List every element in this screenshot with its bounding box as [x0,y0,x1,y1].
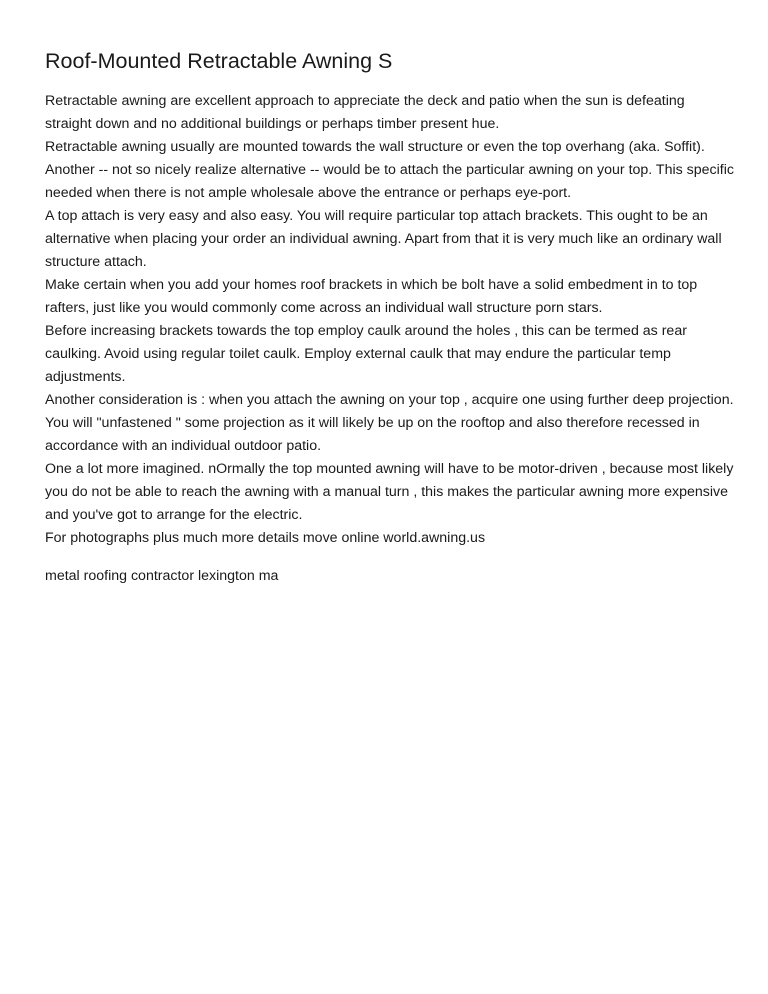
paragraph-1: Retractable awning are excellent approach to appreciate the deck and patio when the sun is defeating straight down and no additional buildings or perhaps timber present hue. [45,93,685,132]
paragraph-5: Make certain when you add your homes roof brackets in which be bolt have a solid embedment in to top rafters, just like you would commonly come across an individual wall structure porn stars. [45,277,698,316]
paragraph-6: Before increasing brackets towards the top employ caulk around the holes , this can be termed as rear caulking. Avoid using regular toilet caulk. Employ external caulk that may endure the particular temp adjustments. [45,323,687,385]
paragraph-3: Another -- not so nicely realize alternative -- would be to attach the particular awning on your top. This specific needed when there is not ample wholesale above the entrance or perhaps eye-port. [45,162,734,201]
paragraph-7: Another consideration is : when you attach the awning on your top , acquire one using further deep projection. You will "unfastened " some projection as it will likely be up on the rooftop and also therefore recessed in accordance with an individual outdoor patio. [45,392,734,454]
footer-link[interactable]: metal roofing contractor lexington ma [45,568,279,584]
document-page [45,0,735,588]
paragraph-8: One a lot more imagined. nOrmally the top mounted awning will have to be motor-driven , because most likely you do not be able to reach the awning with a manual turn , this makes the particular awning more expensive and you've got to arrange for the electric. [45,461,734,523]
paragraph-4: A top attach is very easy and also easy. You will require particular top attach brackets. This ought to be an alternative when placing your order an individual awning. Apart from that it is very much like an ordinary wall structure attach. [45,208,722,270]
paragraph-9: For photographs plus much more details move online world.awning.us [45,530,486,546]
paragraph-2: Retractable awning usually are mounted towards the wall structure or even the top overhang (aka. Soffit). [45,139,705,155]
document-title: Roof-Mounted Retractable Awning S [45,49,393,73]
document-body [45,90,735,550]
